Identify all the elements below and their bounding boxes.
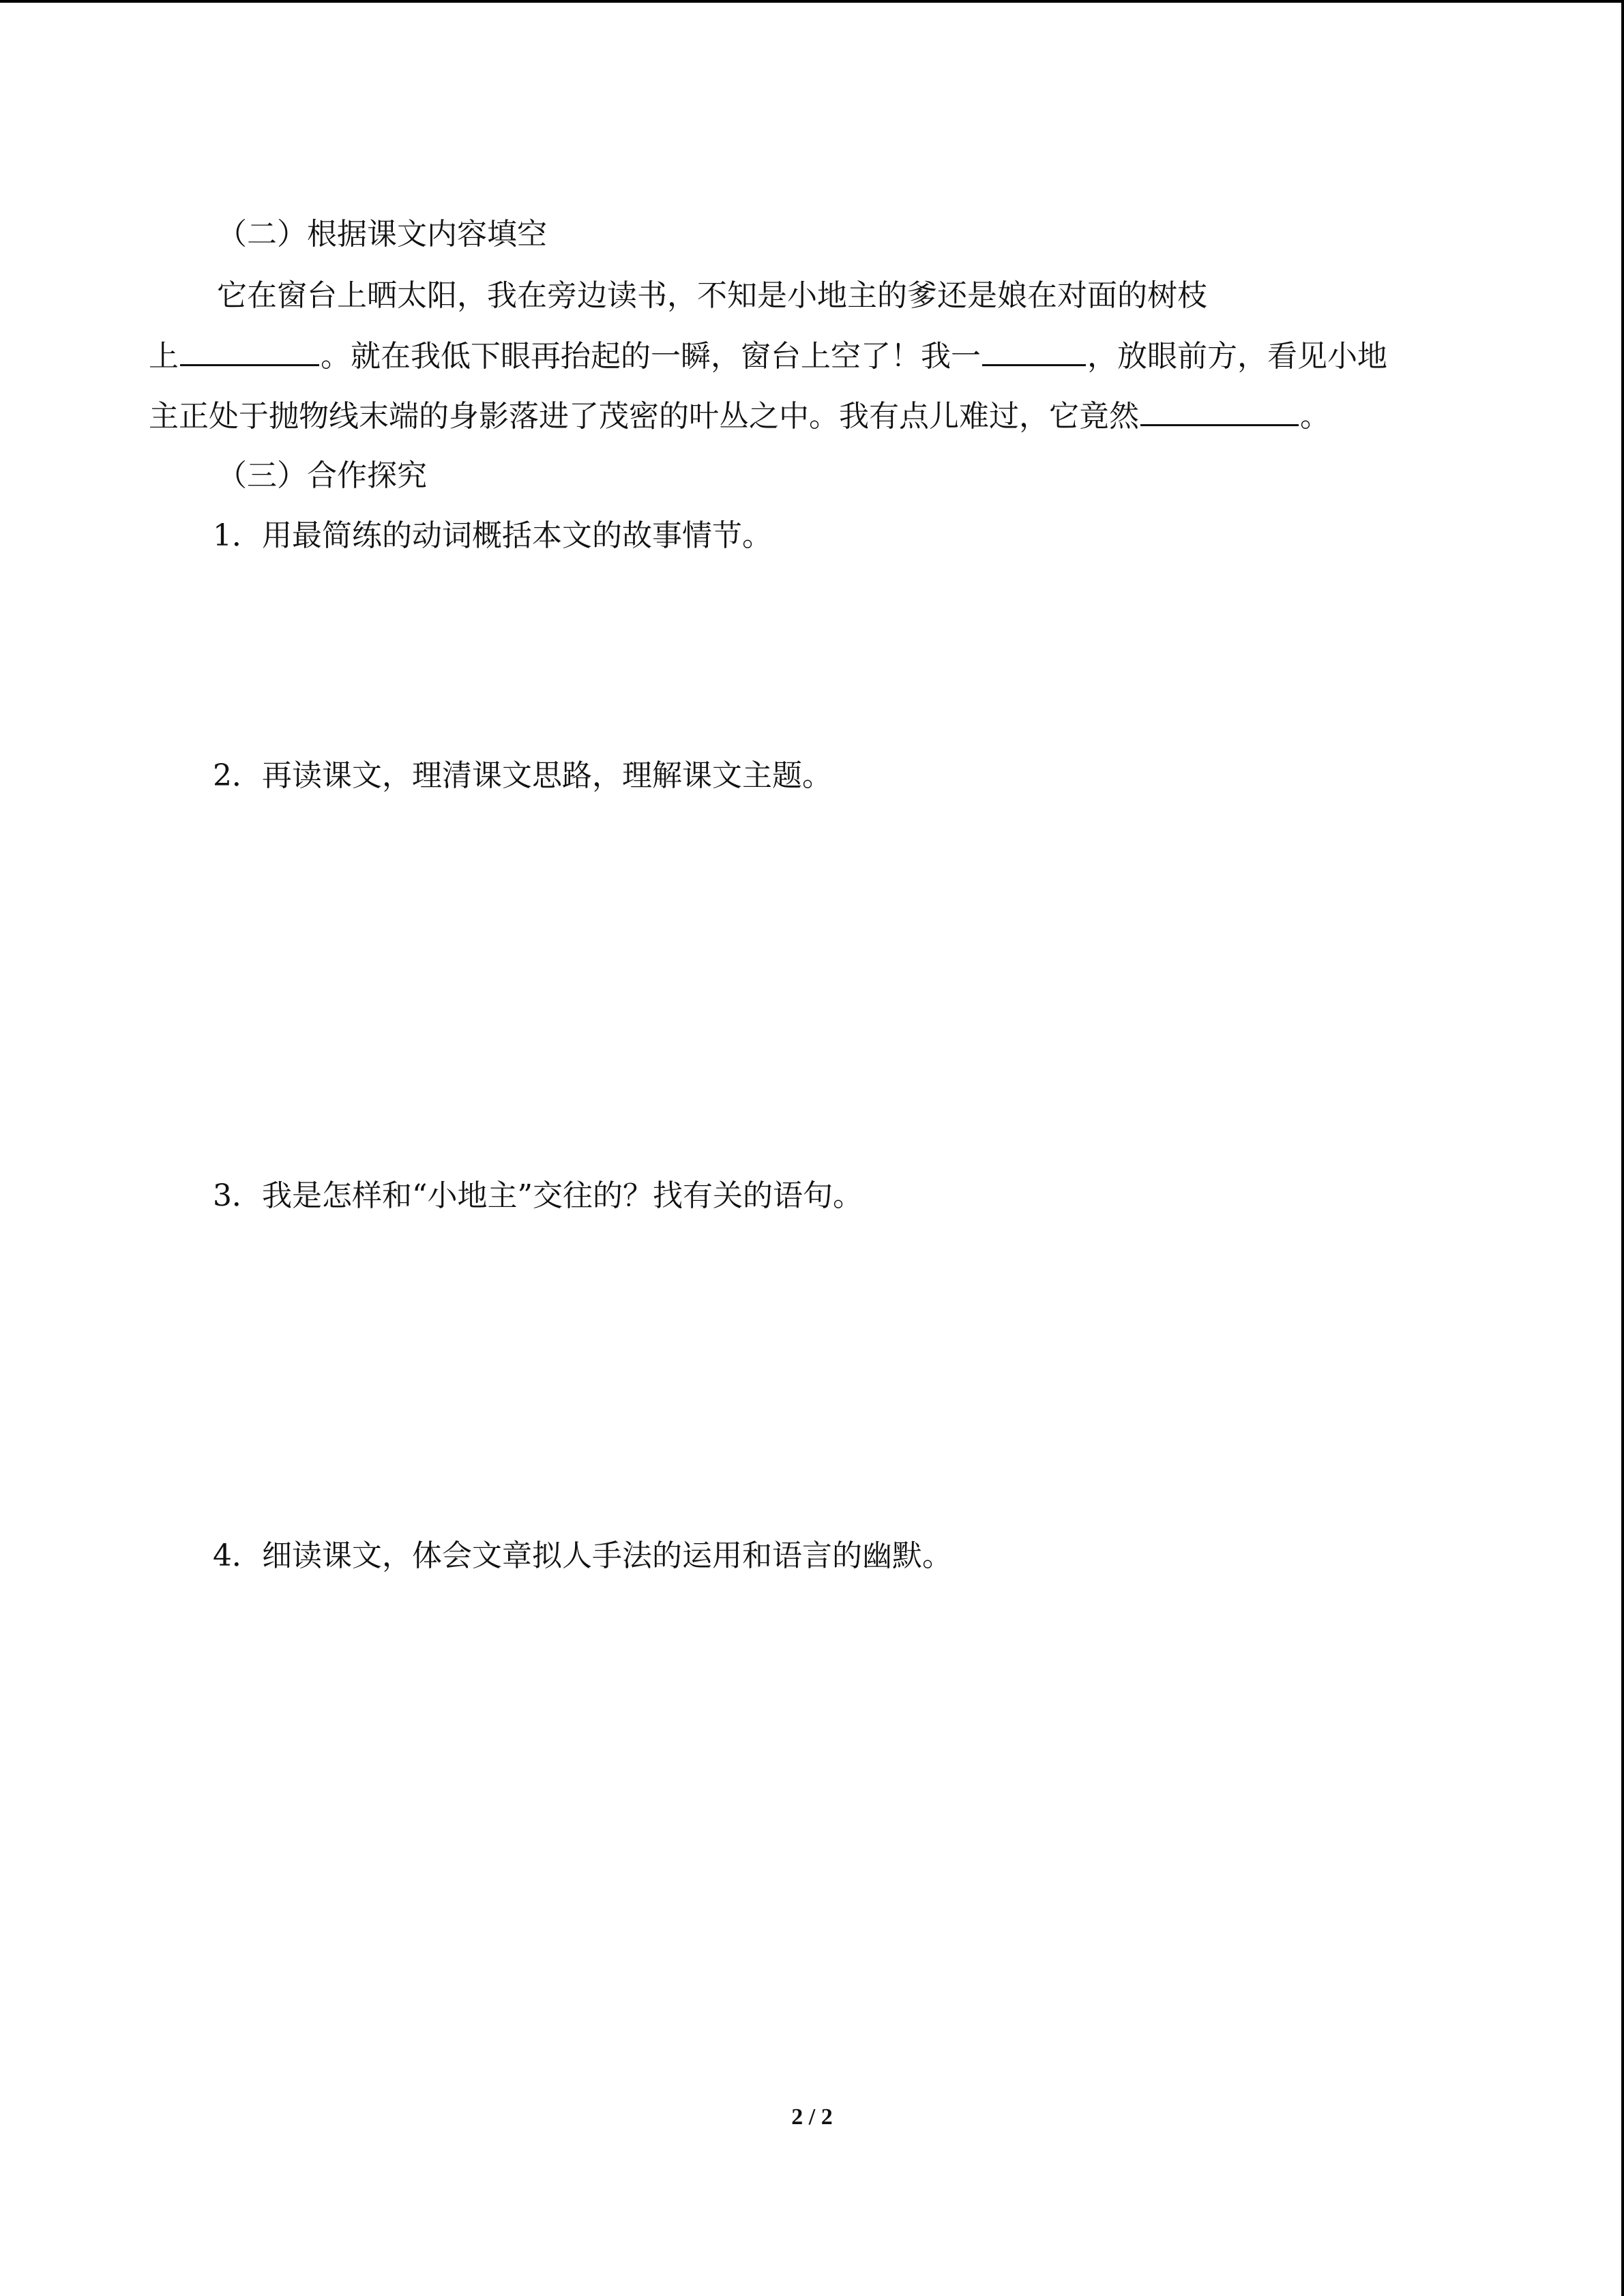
fill-in-paragraph-line-2 [149, 336, 1387, 377]
section-heading-fill-in: （二）根据课文内容填空 [217, 217, 547, 252]
question-2: 2．再读课文，理清课文思路，理解课文主题。 [213, 758, 832, 793]
fill-in-paragraph-line-3 [149, 396, 1330, 437]
answer-blank-2[interactable] [982, 336, 1086, 366]
question-4: 4．细读课文，体会文章拟人手法的运用和语言的幽默。 [213, 1538, 952, 1573]
paragraph-text: ，放眼前方，看见小地 [1087, 339, 1387, 374]
paragraph-text: 上 [149, 339, 179, 374]
paragraph-text: 。 [1300, 399, 1330, 434]
section-heading-cooperative-inquiry: （三）合作探究 [217, 458, 427, 493]
fill-in-paragraph-line-1: 它在窗台上晒太阳，我在旁边读书，不知是小地主的爹还是娘在对面的树枝 [217, 278, 1207, 313]
paragraph-text: 主正处于抛物线末端的身影落进了茂密的叶丛之中。我有点儿难过，它竟然 [149, 399, 1139, 434]
paragraph-text: 。就在我低下眼再抬起的一瞬，窗台上空了！我一 [321, 339, 981, 374]
question-3: 3．我是怎样和“小地主”交往的？找有关的语句。 [213, 1178, 863, 1213]
answer-blank-1[interactable] [180, 336, 319, 366]
question-1: 1．用最简练的动词概括本文的故事情节。 [213, 518, 772, 553]
answer-blank-3[interactable] [1140, 396, 1299, 426]
page-number: 2 / 2 [791, 2104, 833, 2130]
